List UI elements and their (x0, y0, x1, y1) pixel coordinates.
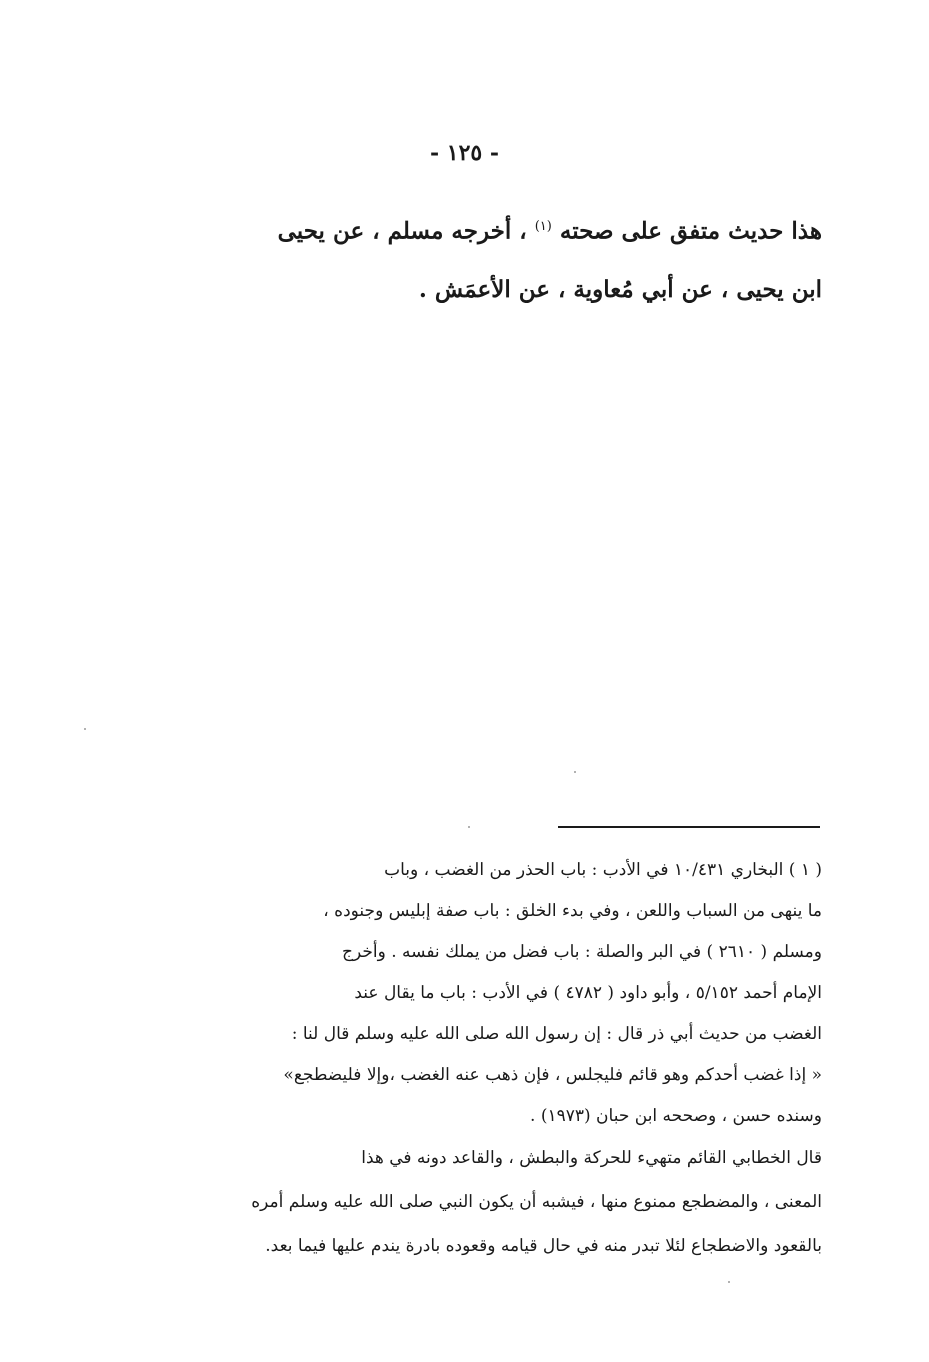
commentary-line: المعنى ، والمضطجع ممنوع منها ، فيشبه أن يكون النبي صلى الله عليه وسلم أمره (251, 1192, 822, 1212)
scan-speck (84, 728, 86, 730)
scan-speck (728, 1281, 730, 1283)
footnote-line: ومسلم ( ٢٦١٠ ) في البر والصلة : باب فضل من يملك نفسه . وأخرج (342, 942, 822, 962)
main-text-line-1-end: ، أخرجه مسلم ، عن يحيى (277, 217, 527, 245)
footnote-line: الإمام أحمد ٥/١٥٢ ، وأبو داود ( ٤٧٨٢ ) في الأدب : باب ما يقال عند (354, 983, 822, 1003)
commentary-line: بالقعود والاضطجاع لئلا تبدر منه في حال قيامه وقعوده بادرة يندم عليها فيما بعد. (265, 1236, 822, 1256)
footnote-line: الغضب من حديث أبي ذر قال : إن رسول الله صلى الله عليه وسلم قال لنا : (291, 1024, 822, 1044)
footnote-line: وسنده حسن ، وصححه ابن حبان (١٩٧٣) . (530, 1106, 822, 1126)
footnote-line: ما ينهى من السباب واللعن ، وفي بدء الخلق : باب صفة إبليس وجنوده ، (323, 901, 822, 921)
footnote-separator (558, 826, 820, 828)
commentary-paragraph (160, 1136, 822, 1268)
scan-speck (468, 826, 470, 828)
commentary-line: قال الخطابي القائم متهيء للحركة والبطش ، والقاعد دونه في هذا (361, 1148, 822, 1168)
scan-speck (574, 771, 576, 773)
main-text-line-2: ابن يحيى ، عن أبي مُعاوية ، عن الأعمَش . (418, 275, 822, 303)
page-number: - ١٢٥ - (429, 140, 500, 166)
footnote-line: ( ١ ) البخاري ١٠/٤٣١ في الأدب : باب الحذر من الغضب ، وباب (384, 860, 822, 880)
footnote-line: « إذا غضب أحدكم وهو قائم فليجلس ، فإن ذهب عنه الغضب ،وإلا فليضطجع» (283, 1065, 822, 1085)
footnote (160, 850, 822, 1137)
footnote-marker: (١) (534, 219, 552, 234)
main-text (160, 198, 822, 319)
main-text-line-1 (160, 198, 822, 261)
main-text-line-1-start: هذا حديث متفق على صحته (559, 217, 822, 245)
